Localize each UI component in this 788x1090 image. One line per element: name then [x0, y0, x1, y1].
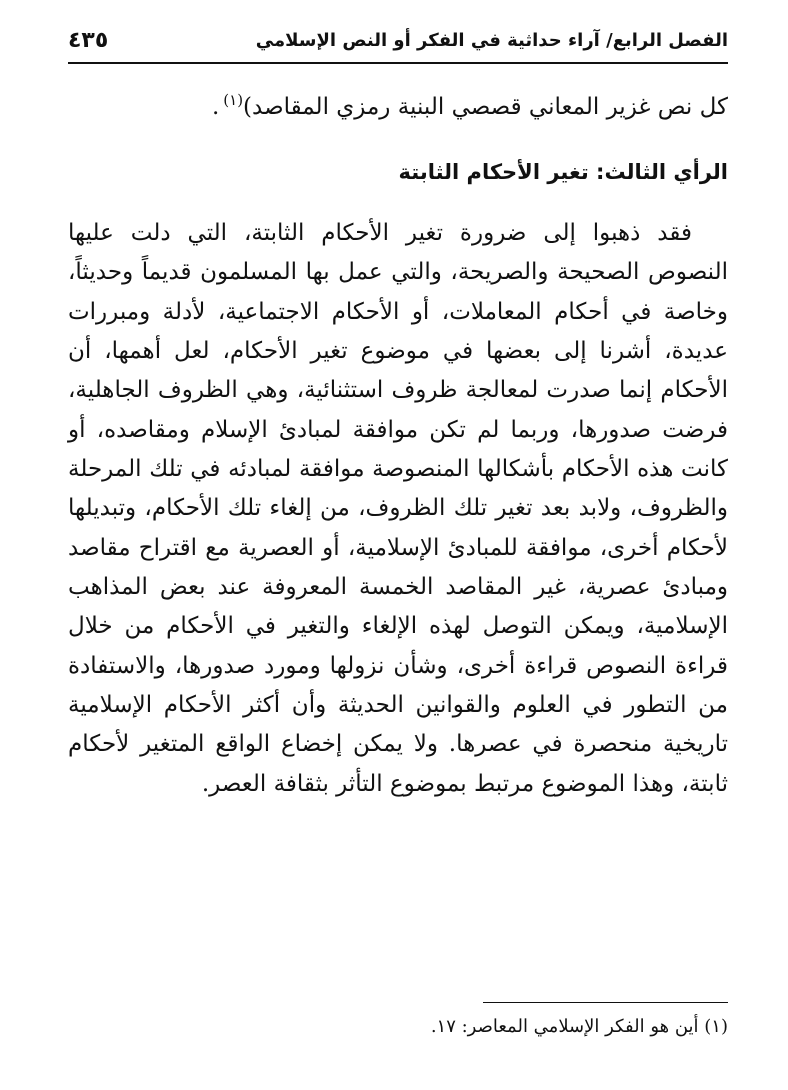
section-heading-title: تغير الأحكام الثابتة: [398, 160, 589, 184]
footnote: (١) أين هو الفكر الإسلامي المعاصر: ١٧.: [430, 1016, 728, 1037]
footnote-divider: [483, 1002, 728, 1003]
section-heading-colon: :: [588, 160, 605, 184]
opening-text: كل نص غزير المعاني قصصي البنية رمزي المقاصد): [243, 94, 728, 120]
footnote-reference[interactable]: (١): [223, 91, 244, 110]
page-number: ٤٣٥: [68, 28, 109, 53]
body-paragraph: فقد ذهبوا إلى ضرورة تغير الأحكام الثابتة، التي دلت عليها النصوص الصحيحة والصريحة، والتي عمل بها المسلمون قديماً وحديثاً، وخاصة في أحكام المعاملات، أو الأحكام الاجتماعية، لأدلة ومبررات عديدة، أشرنا إلى بعضها في موضوع تغير الأحكام، لعل أهمها، أن الأحكام إنما صدرت لمعالجة ظروف استثنائية، وهي الظروف الجاهلية، فرضت صدورها، وربما لم تكن موافقة لمبادئ الإسلام ومقاصده، أو كانت هذه الأحكام بأشكالها المنصوصة موافقة لمبادئه في تلك المرحلة والظروف، ولابد بعد تغير تلك الظروف، من إلغاء تلك الأحكام، وتبديلها لأحكام أخرى، موافقة للمبادئ الإسلامية، أو العصرية مع اقتراح مقاصد ومبادئ عصرية، غير المقاصد الخمسة المعروفة عند بعض المذاهب الإسلامية، ويمكن التوصل لهذه الإلغاء والتغير في الأحكام من خلال قراءة النصوص قراءة أخرى، وشأن نزولها ومورد صدورها، والاستفادة من التطور في العلوم والقوانين الحديثة وأن أكثر الأحكام الإسلامية تاريخية منحصرة في عصرها. ولا يمكن إخضاع الواقع المتغير لأحكام ثابتة، وهذا الموضوع مرتبط بموضوع التأثر بثقافة العصر.: [68, 220, 728, 797]
section-heading-label: الرأي الثالث: [604, 160, 728, 184]
section-heading: [68, 160, 728, 184]
opening-end: .: [211, 94, 220, 120]
chapter-title: الفصل الرابع/ آراء حداثية في الفكر أو النص الإسلامي: [255, 30, 728, 51]
opening-line: [68, 88, 728, 127]
running-header: [68, 30, 728, 64]
